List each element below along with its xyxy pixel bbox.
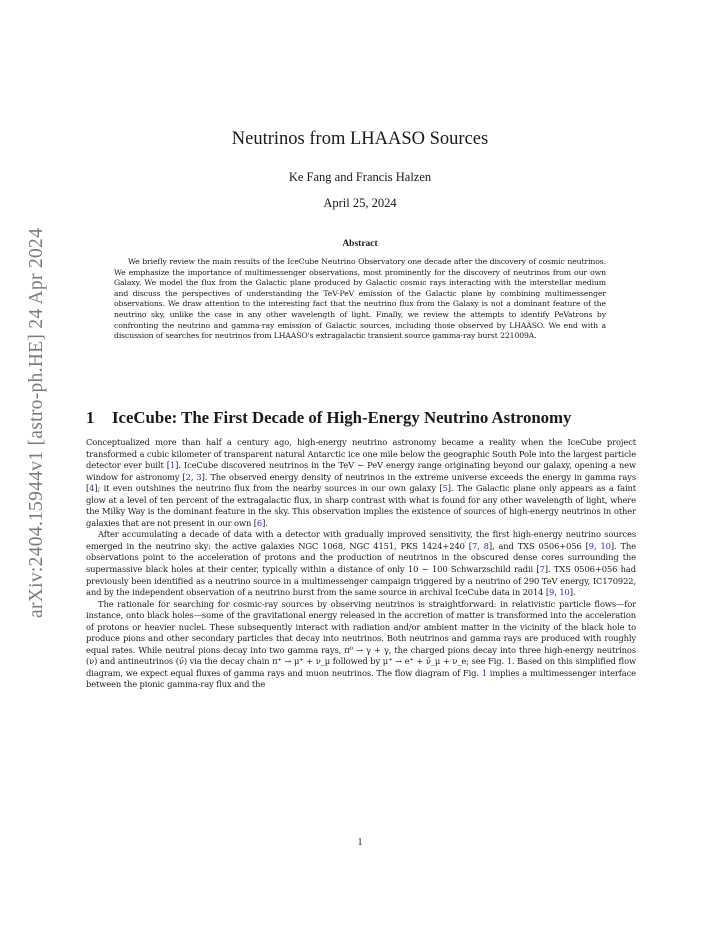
citation-link[interactable]: 6 [256, 517, 263, 528]
figure-link[interactable]: 1 [506, 656, 512, 667]
citation-link[interactable]: 2 [185, 471, 191, 482]
page-number: 1 [357, 837, 363, 848]
paper-title: Neutrinos from LHAASO Sources [231, 129, 489, 149]
section-title: IceCube: The First Decade of High-Energy Neutrino Astronomy [112, 408, 572, 427]
paragraph-3: The rationale for searching for cosmic-ray sources by observing neutrinos is straightforward: in relativistic particle flows—for instance, onto black holes—some of the gravitational energy released in the accretion of matter is transformed into the acceleration of protons or heavier nuclei. These subsequently interact with radiation and/or ambient matter in the vicinity of the black hole to produce pions and other secondary particles that decay into neutrinos. Both neutrinos and gamma rays are produced with roughly equal rates. While neutral pions decay into two gamma rays, π⁰ → γ + γ, the charged pions decay into three high-energy neutrinos (ν) and antineutrinos (ν̄) via the decay chain π⁺ → μ⁺ + ν_μ followed by μ⁺ → e⁺ + ν̄_μ + ν_e; see Fig. 1. Based on this simplified flow diagram, we expect equal fluxes of gamma rays and muon neutrinos. The flow diagram of Fig. 1 implies a multimessenger interface between the pionic gamma-ray flux and the [86, 598, 636, 690]
citation-link[interactable]: 9 [549, 587, 555, 598]
citation-link[interactable]: 5 [442, 483, 448, 494]
citation-link[interactable]: 7 [539, 564, 545, 575]
body-text [86, 437, 636, 691]
citation-link[interactable]: 3 [196, 471, 202, 482]
citation-link[interactable]: 10 [559, 587, 570, 598]
citation-link[interactable]: 1 [169, 460, 176, 471]
section-number: 1 [86, 408, 95, 427]
paragraph-1: Conceptualized more than half a century ago, high-energy neutrino astronomy became a reality when the IceCube project transformed a cubic kilometer of transparent natural Antarctic ice one mile below the geographic South Pole into the largest particle detector ever built [1]. IceCube discovered neutrinos in the TeV ∼ PeV energy range originating beyond our galaxy, opening a new window for astronomy [2, 3]. The observed energy density of neutrinos in the extreme universe exceeds the energy in gamma rays [4]; it even outshines the neutrino flux from the nearby sources in our own galaxy [5]. The Galactic plane only appears as a faint glow at a level of ten percent of the extragalactic flux, in sharp contrast with what is found for any other wavelength of light, where the Milky Way is the dominant feature in the sky. This observation implies the existence of sources of high-energy neutrinos in other galaxies that are not present in our own [6]. [86, 437, 637, 528]
citation-link[interactable]: 9 [588, 540, 594, 551]
citation-link[interactable]: 8 [483, 540, 489, 551]
paper-authors: Ke Fang and Francis Halzen [288, 170, 432, 184]
abstract-heading: Abstract [342, 239, 378, 249]
paragraph-2: After accumulating a decade of data with a detector with gradually improved sensitivity, the first high-energy neutrino sources emerged in the neutrino sky: the active galaxies NGC 1068, NGC 4151, PKS 1424+240 [7, 8], and TXS 0506+056 [9, 10]. The observations point to the acceleration of protons and the production of neutrinos in the obscured dense cores surrounding the supermassive black holes at their center, typically within a distance of only 10 ∼ 100 Schwarzschild radii [7]. TXS 0506+056 had previously been identified as a neutrino source in a multimessenger campaign triggered by a neutrino of 290 TeV energy, IC170922, and by the independent observation of a neutrino burst from the same source in archival IceCube data in 2014 [9, 10]. [86, 529, 636, 598]
citation-link[interactable]: 4 [89, 483, 95, 494]
abstract-text: We briefly review the main results of the IceCube Neutrino Observatory one decade after the discovery of cosmic neutrinos. We emphasize the importance of multimessenger observations, most prominently for the discovery of neutrinos from our own Galaxy. We model the flux from the Galactic plane produced by Galactic cosmic rays interacting with the interstellar medium and discuss the perspectives of understanding the TeV-PeV emission of the Galactic plane by combining multimessenger observations. We draw attention to the interesting fact that the neutrino flux from the Galaxy is not a dominant feature of the neutrino sky, unlike the case in any other wavelength of light. Finally, we review the attempts to identify PeVatrons by confronting the neutrino and gamma-ray emission of Galactic sources, including those observed by LHAASO. We end with a discussion of searches for neutrinos from LHAASO's extragalactic transient source gamma-ray burst 221009A. [114, 257, 606, 341]
arxiv-identifier-stamp: arXiv:2404.15944v1 [astro-ph.HE] 24 Apr 2024 [26, 227, 47, 618]
citation-link[interactable]: 10 [600, 540, 611, 551]
paper-date: April 25, 2024 [323, 196, 397, 210]
figure-link[interactable]: 1 [481, 667, 487, 678]
citation-link[interactable]: 7 [471, 540, 478, 551]
section-heading [86, 408, 646, 428]
